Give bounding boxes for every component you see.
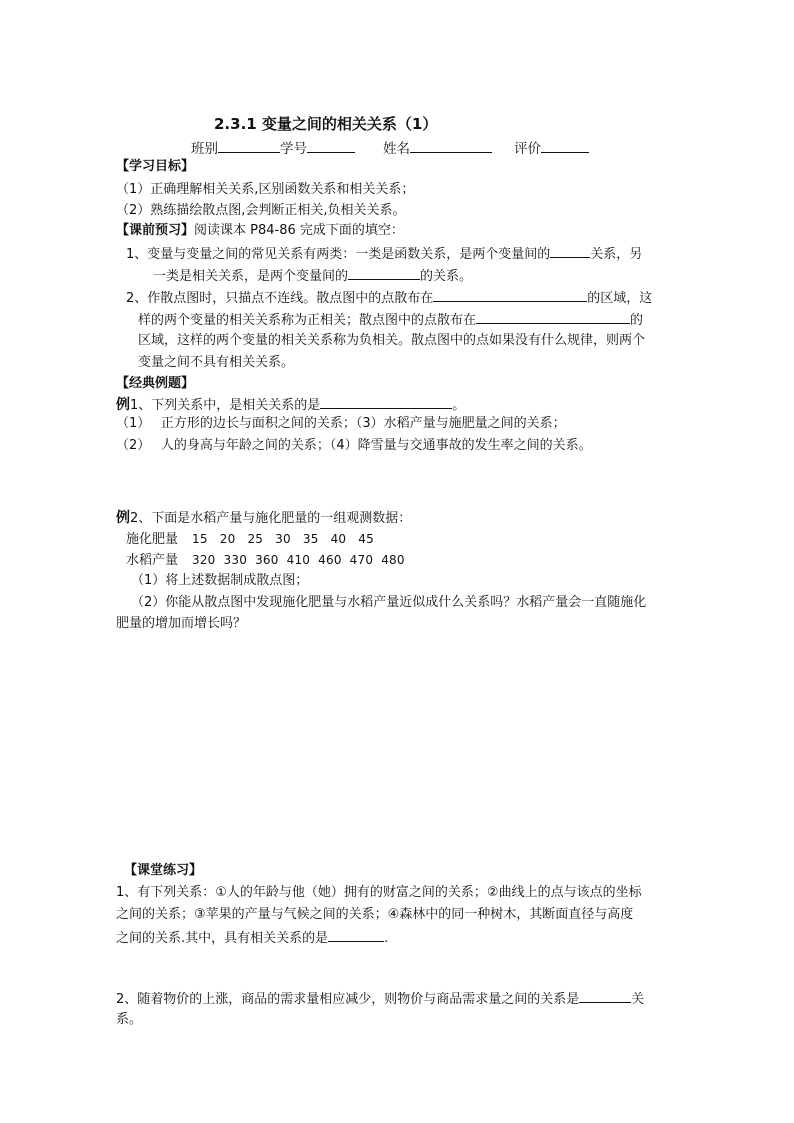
rice-label: 水稻产量 bbox=[126, 553, 179, 568]
preview-item2: 2、作散点图时，只描点不连线。散点图中的点散布在 的区域，这 bbox=[126, 288, 652, 308]
fill-blank[interactable] bbox=[433, 288, 587, 302]
student-info-line bbox=[191, 139, 589, 158]
examples-heading: 【经典例题】 bbox=[116, 376, 195, 391]
fill-blank[interactable] bbox=[320, 395, 452, 409]
example1-option: （2） 人的身高与年龄之间的关系；（4）降雪量与交通事故的发生率之间的关系。 bbox=[116, 438, 592, 453]
practice1-line: 之间的关系；③苹果的产量与气候之间的关系；④森林中的同一种树木，其断面直径与高度 bbox=[116, 907, 634, 922]
fill-blank[interactable] bbox=[579, 989, 631, 1003]
name-label: 姓名 bbox=[383, 141, 410, 157]
rice-values: 320 330 360 410 460 470 480 bbox=[192, 553, 405, 567]
preview-line bbox=[116, 222, 404, 240]
objective-item: （1）正确理解相关关系,区别函数关系和相关关系； bbox=[116, 182, 415, 197]
fertilizer-row bbox=[126, 530, 374, 549]
fill-blank[interactable] bbox=[550, 244, 590, 258]
fill-blank[interactable] bbox=[476, 310, 630, 324]
example2-question: 例2、下面是水稻产量与施化肥量的一组观测数据： bbox=[116, 510, 412, 526]
preview-item1: 1、变量与变量之间的常见关系有两类：一类是函数关系，是两个变量间的 关系，另 bbox=[126, 244, 642, 264]
example1-option: （1） 正方形的边长与面积之间的关系；（3）水稻产量与施肥量之间的关系； bbox=[116, 416, 566, 431]
preview-item2-cont3: 变量之间不具有相关关系。 bbox=[138, 355, 295, 370]
fertilizer-label: 施化肥量 bbox=[126, 532, 179, 547]
preview-instruction: 阅读课本 P84-86 完成下面的填空： bbox=[194, 223, 404, 238]
fill-blank[interactable] bbox=[328, 928, 384, 942]
class-blank[interactable] bbox=[218, 139, 280, 153]
practice1-line: 1、有下列关系：①人的年龄与他（她）拥有的财富之间的关系；②曲线上的点与该点的坐标 bbox=[116, 885, 642, 900]
practice1-line: 之间的关系.其中，具有相关关系的是 . bbox=[116, 928, 388, 948]
objectives-heading: 【学习目标】 bbox=[116, 159, 195, 174]
practice2-line: 系。 bbox=[116, 1012, 143, 1027]
eval-label: 评价 bbox=[514, 141, 541, 157]
example2-subquestion-cont: 肥量的增加而增长吗？ bbox=[116, 616, 247, 631]
practice-heading: 【课堂练习】 bbox=[124, 863, 203, 878]
id-blank[interactable] bbox=[307, 139, 355, 153]
example2-subquestion: （1）将上述数据制成散点图； bbox=[131, 573, 309, 588]
rice-row bbox=[126, 551, 405, 570]
objective-item: （2）熟练描绘散点图,会判断正相关,负相关关系。 bbox=[116, 203, 406, 218]
class-label: 班别 bbox=[191, 141, 218, 157]
preview-item2-cont: 样的两个变量的相关关系称为正相关；散点图中的点散布在 的 bbox=[138, 310, 643, 330]
example2-subquestion: （2）你能从散点图中发现施化肥量与水稻产量近似成什么关系吗？水稻产量会一直随施化 bbox=[131, 595, 647, 610]
preview-item2-cont2: 区域，这样的两个变量的相关关系称为负相关。散点图中的点如果没有什么规律，则两个 bbox=[138, 333, 646, 348]
practice2-line: 2、随着物价的上涨，商品的需求量相应减少，则物价与商品需求量之间的关系是 关 bbox=[116, 989, 644, 1009]
example1-question: 例1、下列关系中，是相关关系的是 。 bbox=[116, 397, 466, 413]
preview-heading: 【课前预习】 bbox=[116, 223, 195, 238]
eval-blank[interactable] bbox=[541, 139, 589, 153]
id-label: 学号 bbox=[280, 141, 307, 157]
name-blank[interactable] bbox=[410, 139, 492, 153]
fertilizer-values: 15 20 25 30 35 40 45 bbox=[192, 532, 374, 546]
fill-blank[interactable] bbox=[348, 266, 420, 280]
preview-item1-cont: 一类是相关关系，是两个变量间的 的关系。 bbox=[153, 266, 472, 286]
page-title: 2.3.1 变量之间的相关关系（1） bbox=[214, 115, 438, 133]
